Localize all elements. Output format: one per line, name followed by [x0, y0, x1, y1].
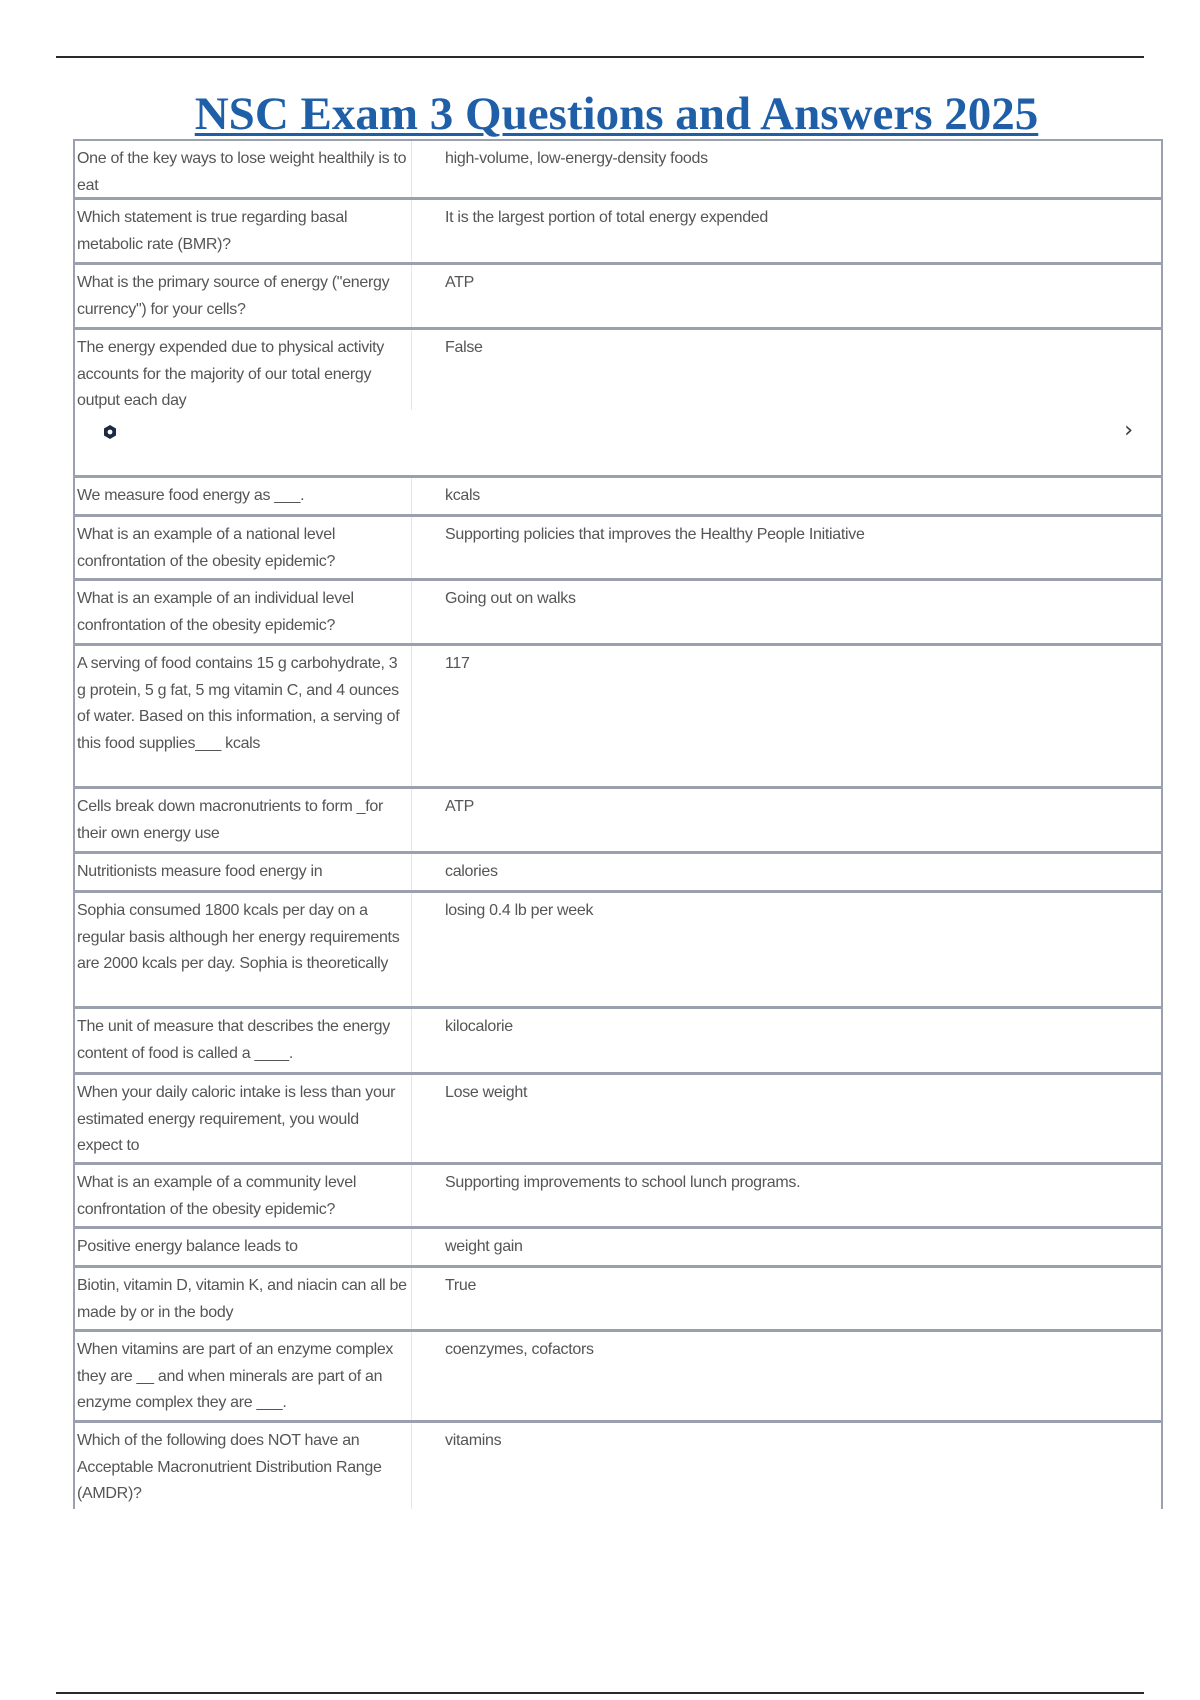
- question-cell: Cells break down macronutrients to form _for their own energy use: [77, 798, 384, 842]
- answer-cell: ATP: [445, 798, 475, 815]
- answer-cell: It is the largest portion of total energy expended: [445, 209, 768, 226]
- page-title: NSC Exam 3 Questions and Answers 2025: [194, 88, 1039, 140]
- answer-cell: False: [445, 339, 483, 356]
- table-row: [75, 1332, 1161, 1423]
- question-cell: What is an example of a community level confrontation of the obesity epidemic?: [77, 1174, 357, 1218]
- settings-badge-icon[interactable]: [103, 425, 117, 439]
- question-cell: What is an example of an individual level confrontation of the obesity epidemic?: [77, 590, 354, 634]
- answer-cell: kcals: [445, 487, 480, 504]
- question-cell: Biotin, vitamin D, vitamin K, and niacin can all be made by or in the body: [77, 1277, 407, 1321]
- table-row: [75, 1165, 1161, 1229]
- answer-cell: Lose weight: [445, 1084, 528, 1101]
- table-row: [75, 893, 1161, 1009]
- question-cell: A serving of food contains 15 g carbohydrate, 3 g protein, 5 g fat, 5 mg vitamin C, and 4 ounces of water. Based on this information, a serving of this food supplies___ kcals: [77, 655, 400, 752]
- table-row: [75, 1268, 1161, 1332]
- answer-cell: Supporting policies that improves the Healthy People Initiative: [445, 526, 865, 543]
- top-rule: [56, 56, 1144, 58]
- answer-cell: high-volume, low-energy-density foods: [445, 150, 708, 167]
- question-cell: Sophia consumed 1800 kcals per day on a regular basis although her energy requirements are 2000 kcals per day. Sophia is theoretically: [77, 902, 400, 972]
- answer-cell: calories: [445, 863, 498, 880]
- table-row: [75, 265, 1161, 330]
- chevron-right-icon[interactable]: ›: [1124, 418, 1133, 443]
- question-cell: Which statement is true regarding basal metabolic rate (BMR)?: [77, 209, 348, 253]
- question-cell: The unit of measure that describes the energy content of food is called a ____.: [77, 1018, 390, 1062]
- table-row: [75, 517, 1161, 581]
- table-row: [75, 1229, 1161, 1268]
- answer-cell: kilocalorie: [445, 1018, 513, 1035]
- table-row: [75, 200, 1161, 265]
- qa-table: [73, 139, 1163, 1509]
- question-cell: Nutritionists measure food energy in: [77, 863, 323, 880]
- bottom-rule: [56, 1692, 1144, 1694]
- answer-cell: ATP: [445, 274, 475, 291]
- table-row: [75, 478, 1161, 517]
- answer-cell: Going out on walks: [445, 590, 576, 607]
- table-row: [75, 789, 1161, 854]
- question-cell: When your daily caloric intake is less than your estimated energy requirement, you would expect to: [77, 1084, 396, 1154]
- table-row: [75, 646, 1161, 789]
- question-cell: What is the primary source of energy ("energy currency") for your cells?: [77, 274, 390, 318]
- table-row: [75, 1075, 1161, 1165]
- table-row: [75, 330, 1161, 478]
- table-row: [75, 581, 1161, 646]
- question-cell: When vitamins are part of an enzyme complex they are __ and when minerals are part of an enzyme complex they are ___.: [77, 1341, 394, 1411]
- table-row: [75, 854, 1161, 893]
- question-cell: What is an example of a national level confrontation of the obesity epidemic?: [77, 526, 336, 570]
- answer-cell: Supporting improvements to school lunch programs.: [445, 1174, 801, 1191]
- answer-cell: 117: [445, 655, 470, 672]
- answer-cell: True: [445, 1277, 477, 1294]
- answer-cell: coenzymes, cofactors: [445, 1341, 594, 1358]
- answer-cell: weight gain: [445, 1238, 523, 1255]
- question-cell: We measure food energy as ___.: [77, 487, 305, 504]
- table-row: [75, 1009, 1161, 1075]
- question-cell: Which of the following does NOT have an Acceptable Macronutrient Distribution Range (AMDR)?: [77, 1432, 382, 1502]
- question-cell: The energy expended due to physical activity accounts for the majority of our total energy output each day: [77, 339, 384, 409]
- answer-cell: vitamins: [445, 1432, 502, 1449]
- table-row: [75, 141, 1161, 200]
- answer-cell: losing 0.4 lb per week: [445, 902, 594, 919]
- table-row: [75, 1423, 1161, 1509]
- question-cell: Positive energy balance leads to: [77, 1238, 298, 1255]
- question-cell: One of the key ways to lose weight healthily is to eat: [77, 150, 407, 194]
